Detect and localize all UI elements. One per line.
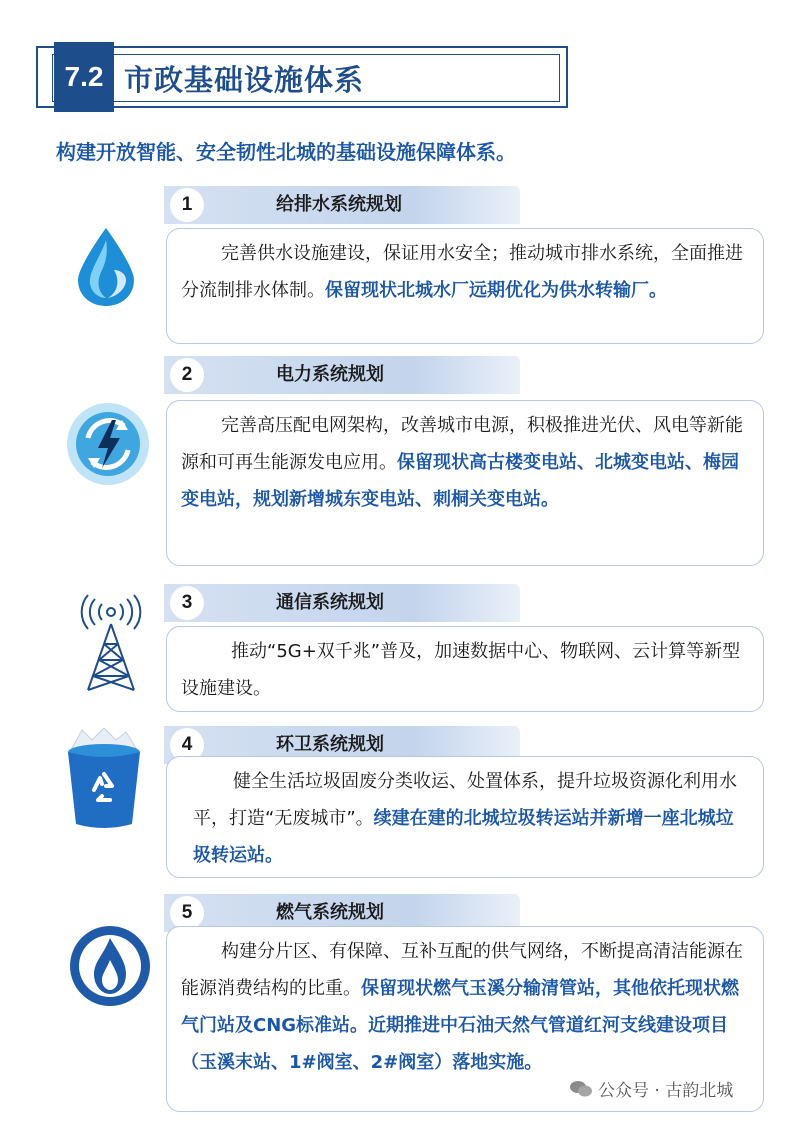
section-1-number: 1 <box>170 188 204 222</box>
section-3-number: 3 <box>170 586 204 620</box>
section-4-title: 环卫系统规划 <box>276 734 384 755</box>
section-5-number: 5 <box>170 896 204 930</box>
section-1-highlight: 保留现状北城水厂远期优化为供水转输厂。 <box>325 280 667 301</box>
section-4-number: 4 <box>170 728 204 762</box>
section-2-title: 电力系统规划 <box>276 364 384 385</box>
watermark <box>570 1076 733 1101</box>
power-lightning-icon <box>66 402 150 486</box>
page-title: 市政基础设施体系 <box>124 63 365 97</box>
page-subtitle: 构建开放智能、安全韧性北城的基础设施保障体系。 <box>56 140 516 164</box>
section-4-body <box>166 756 764 878</box>
section-2-text: 完善高压配电网架构，改善城市电源，积极推进光伏、风电等新能源和可再生能源发电应用。 <box>181 415 743 473</box>
recycle-bin-icon <box>64 726 144 832</box>
section-5-highlight: 保留现状燃气玉溪分输清管站，其他依托现状燃气门站及CNG标准站。近期推进中石油天然气管道红河支线建设项目（玉溪末站、1#阀室、2#阀室）落地实施。 <box>181 978 739 1073</box>
section-2-body <box>166 400 764 566</box>
section-3-title: 通信系统规划 <box>276 592 384 613</box>
section-2-number: 2 <box>170 358 204 392</box>
wechat-icon <box>570 1080 592 1098</box>
section-1-text: 完善供水设施建设，保证用水安全；推动城市排水系统，全面推进分流制排水体制。 <box>181 243 743 301</box>
gas-flame-icon <box>68 924 152 1008</box>
watermark-text: 公众号 · 古韵北城 <box>598 1081 734 1101</box>
section-4-highlight: 续建在建的北城垃圾转运站并新增一座北城垃圾转运站。 <box>193 808 734 866</box>
section-3-text: 推动“5G+双千兆”普及，加速数据中心、物联网、云计算等新型设施建设。 <box>181 641 741 699</box>
water-drop-icon <box>74 226 138 308</box>
section-5-title: 燃气系统规划 <box>276 902 384 923</box>
section-2-highlight: 保留现状高古楼变电站、北城变电站、梅园变电站，规划新增城东变电站、刺桐关变电站。 <box>181 452 739 510</box>
signal-tower-icon <box>78 594 144 694</box>
section-5-text: 构建分片区、有保障、互补互配的供气网络，不断提高清洁能源在能源消费结构的比重。 <box>181 941 743 999</box>
section-3-body <box>166 626 764 712</box>
section-4-text: 健全生活垃圾固废分类收运、处置体系，提升垃圾资源化利用水平，打造“无废城市”。 <box>193 771 737 829</box>
section-1-body <box>166 228 764 344</box>
chapter-number: 7.2 <box>54 42 114 112</box>
section-1-title: 给排水系统规划 <box>276 194 402 215</box>
